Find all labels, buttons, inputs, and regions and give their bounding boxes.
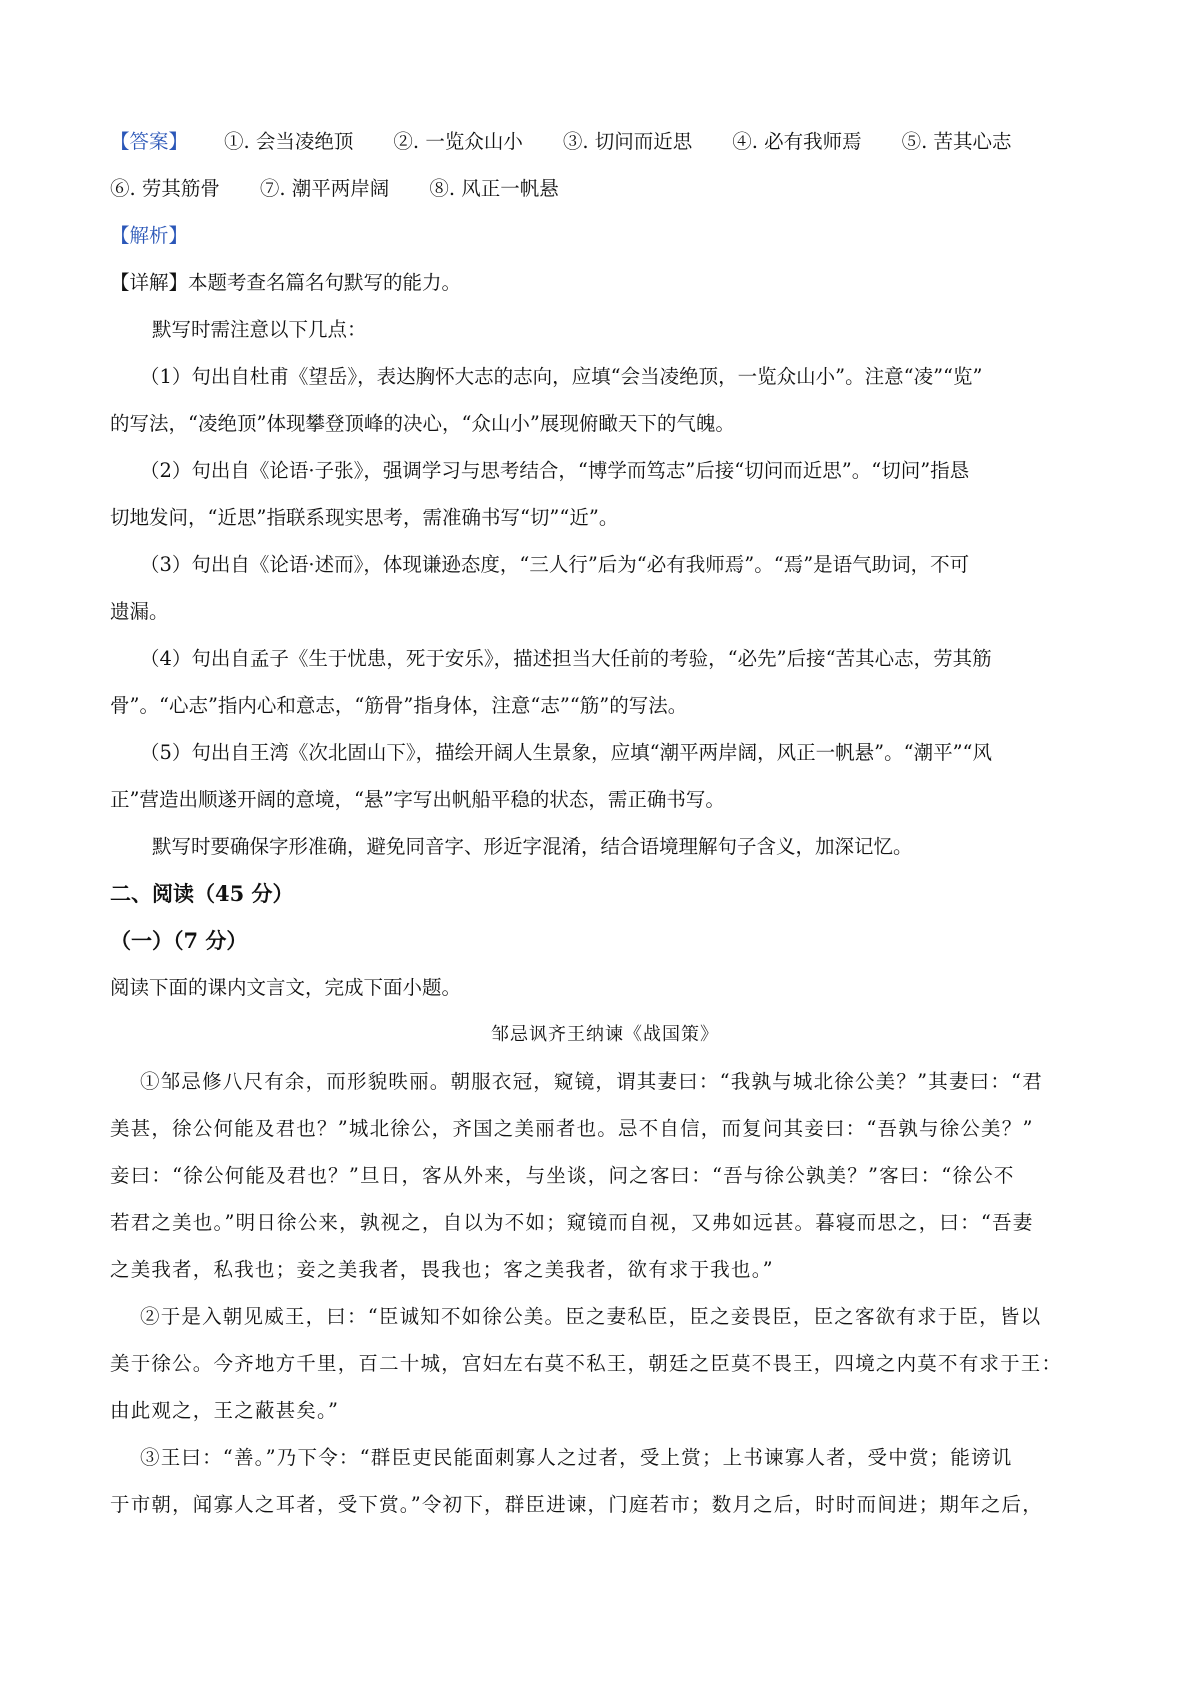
analysis-point-3-line-2: 遗漏。 bbox=[110, 600, 169, 623]
article-line-3: 妾曰：“徐公何能及君也？”旦日，客从外来，与坐谈，问之客曰：“吾与徐公孰美？”客曰：“徐公不 bbox=[110, 1164, 1015, 1187]
answer-item-5: ⑤. 苦其心志 bbox=[901, 130, 1012, 153]
analysis-point-1-line-1: （1）句出自杜甫《望岳》，表达胸怀大志的志向，应填“会当凌绝顶，一览众山小”。注意“凌”“览” bbox=[140, 365, 983, 388]
answer-item-7: ⑦. 潮平两岸阔 bbox=[259, 177, 390, 200]
article-line-10: 于市朝，闻寡人之耳者，受下赏。”令初下，群臣进谏，门庭若市；数月之后，时时而间进；期年之后， bbox=[110, 1493, 1043, 1516]
analysis-point-2-line-1: （2）句出自《论语·子张》，强调学习与思考结合，“博学而笃志”后接“切问而近思”。“切问”指恳 bbox=[140, 459, 970, 482]
answer-item-3: ③. 切问而近思 bbox=[562, 130, 693, 153]
article-line-9: ③王曰：“善。”乃下令：“群臣吏民能面刺寡人之过者，受上赏；上书谏寡人者，受中赏；能谤讥 bbox=[140, 1446, 1013, 1469]
analysis-point-5-line-1: （5）句出自王湾《次北固山下》，描绘开阔人生景象，应填“潮平两岸阔，风正一帆悬”。“潮平”“风 bbox=[140, 741, 993, 764]
analysis-summary: 默写时要确保字形准确，避免同音字、形近字混淆，结合语境理解句子含义，加深记忆。 bbox=[152, 835, 913, 858]
section-subtitle: （一）（7 分） bbox=[110, 928, 248, 953]
answer-line-1 bbox=[110, 118, 1100, 165]
analysis-detail: 【详解】本题考查名篇名句默写的能力。 bbox=[110, 271, 462, 294]
analysis-point-5-line-2: 正”营造出顺遂开阔的意境，“悬”字写出帆船平稳的状态，需正确书写。 bbox=[110, 788, 725, 811]
analysis-point-4-line-1: （4）句出自孟子《生于忧患，死于安乐》，描述担当大任前的考验，“必先”后接“苦其心志，劳其筋 bbox=[140, 647, 992, 670]
analysis-point-4-line-2: 骨”。“心志”指内心和意志，“筋骨”指身体，注意“志”“筋”的写法。 bbox=[110, 694, 688, 717]
answer-tag: 【答案】 bbox=[110, 130, 189, 153]
article-title: 邹忌讽齐王纳谏《战国策》 bbox=[491, 1024, 719, 1045]
answer-item-6: ⑥. 劳其筋骨 bbox=[110, 177, 220, 200]
answer-line-2 bbox=[110, 165, 1100, 212]
analysis-point-1-line-2: 的写法，“凌绝顶”体现攀登顶峰的决心，“众山小”展现俯瞰天下的气魄。 bbox=[110, 412, 735, 435]
article-line-5: 之美我者，私我也；妾之美我者，畏我也；客之美我者，欲有求于我也。” bbox=[110, 1258, 774, 1281]
article-line-4: 若君之美也。”明日徐公来，孰视之，自以为不如；窥镜而自视，又弗如远甚。暮寝而思之，曰：“吾妻 bbox=[110, 1211, 1034, 1234]
answer-item-1: ①. 会当凌绝顶 bbox=[224, 130, 354, 153]
article-line-6: ②于是入朝见威王，曰：“臣诚知不如徐公美。臣之妻私臣，臣之妾畏臣，臣之客欲有求于臣，皆以 bbox=[140, 1305, 1042, 1328]
section-title: 二、阅读（45 分） bbox=[110, 881, 294, 906]
answer-item-4: ④. 必有我师焉 bbox=[732, 130, 862, 153]
article-line-1: ①邹忌修八尺有余，而形貌昳丽。朝服衣冠，窥镜，谓其妻曰：“我孰与城北徐公美？”其妻曰：“君 bbox=[140, 1070, 1043, 1093]
article-line-7: 美于徐公。今齐地方千里，百二十城，宫妇左右莫不私王，朝廷之臣莫不畏王，四境之内莫不有求于王： bbox=[110, 1352, 1063, 1375]
analysis-intro: 默写时需注意以下几点： bbox=[152, 318, 367, 341]
document-page bbox=[110, 118, 1100, 1528]
analysis-point-3-line-1: （3）句出自《论语·述而》，体现谦逊态度，“三人行”后为“必有我师焉”。“焉”是语气助词，不可 bbox=[140, 553, 970, 576]
section-instruction: 阅读下面的课内文言文，完成下面小题。 bbox=[110, 976, 462, 999]
article-line-8: 由此观之，王之蔽甚矣。” bbox=[110, 1399, 340, 1422]
answer-item-2: ②. 一览众山小 bbox=[393, 130, 523, 153]
analysis-tag: 【解析】 bbox=[110, 224, 189, 247]
answer-item-8: ⑧. 风正一帆悬 bbox=[429, 177, 559, 200]
article-line-2: 美甚，徐公何能及君也？”城北徐公，齐国之美丽者也。忌不自信，而复问其妾曰：“吾孰与徐公美？” bbox=[110, 1117, 1034, 1140]
analysis-point-2-line-2: 切地发问，“近思”指联系现实思考，需准确书写“切”“近”。 bbox=[110, 506, 619, 529]
